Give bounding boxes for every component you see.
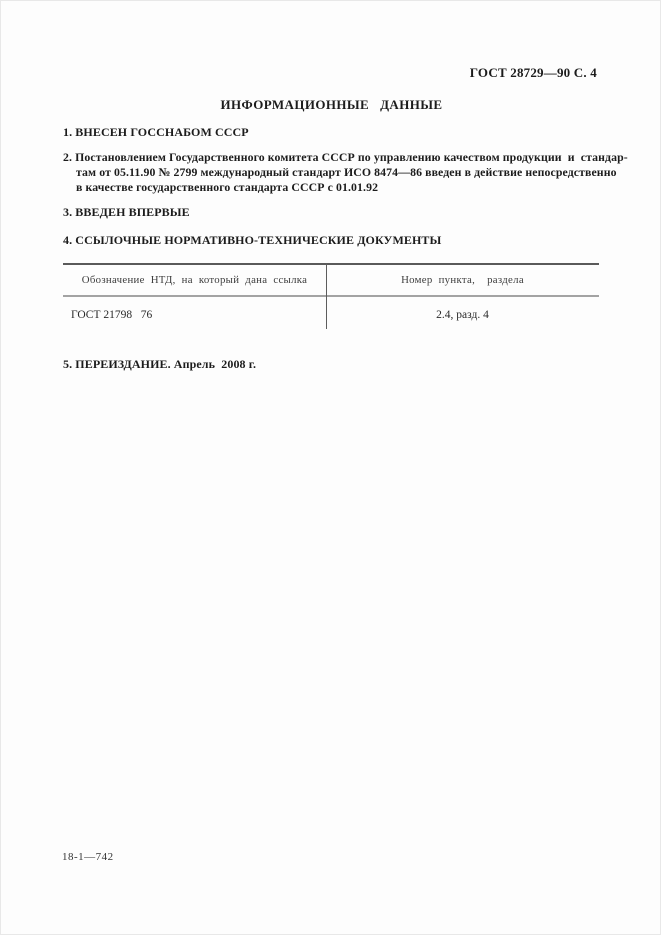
table-header-section-number: Номер пункта, раздела: [401, 274, 524, 286]
table-column-divider: [326, 263, 327, 329]
info-item-2-line-3: в качестве государственного стандарта СССР с 01.01.92: [76, 180, 379, 194]
table-header-ntd-designation: Обозначение НТД, на который дана ссылка: [81, 274, 308, 286]
info-item-4: 4. ССЫЛОЧНЫЕ НОРМАТИВНО-ТЕХНИЧЕСКИЕ ДОКУМЕНТЫ: [63, 233, 442, 247]
info-item-2: [63, 150, 628, 195]
reference-documents-table: [63, 263, 599, 333]
info-item-2-line-2: там от 05.11.90 № 2799 международный стандарт ИСО 8474—86 введен в действие непосредственно: [76, 165, 617, 179]
info-item-5: 5. ПЕРЕИЗДАНИЕ. Апрель 2008 г.: [63, 357, 257, 371]
table-cell-ntd-designation: ГОСТ 21798 76: [71, 309, 153, 321]
info-item-1: 1. ВНЕСЕН ГОССНАБОМ СССР: [63, 125, 249, 139]
doc-reference-header: ГОСТ 28729—90 С. 4: [469, 65, 597, 80]
info-item-3: 3. ВВЕДЕН ВПЕРВЫЕ: [63, 205, 190, 219]
table-row: [63, 297, 599, 333]
table-header-row: [63, 265, 599, 295]
info-item-2-line-1: 2. Постановлением Государственного комитета СССР по управлению качеством продукции и стандар-: [63, 150, 628, 164]
page-title: ИНФОРМАЦИОННЫЕ ДАННЫЕ: [220, 97, 443, 112]
print-order-code: 18-1—742: [62, 851, 114, 863]
table-cell-section-number: 2.4, разд. 4: [436, 309, 489, 321]
